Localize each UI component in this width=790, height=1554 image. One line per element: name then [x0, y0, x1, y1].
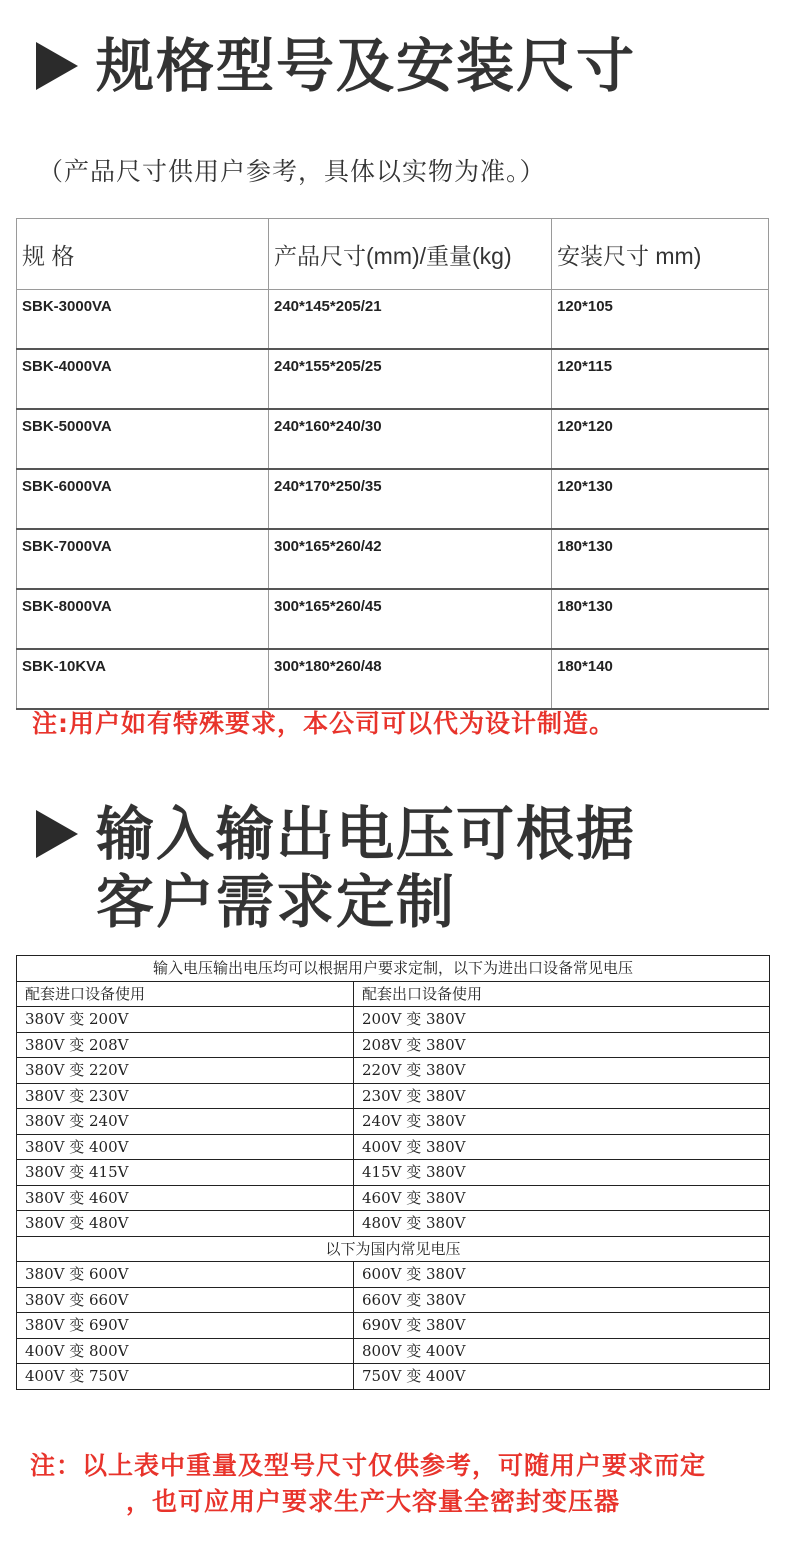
table-row	[17, 1364, 770, 1390]
voltage-table-caption: 输入电压输出电压均可以根据用户要求定制，以下为进出口设备常见电压	[17, 956, 770, 982]
table-header-row	[17, 219, 769, 290]
cell-install-size: 180*140	[552, 649, 769, 709]
cell-export: 800V 变 400V	[354, 1338, 770, 1364]
table-row	[17, 469, 769, 529]
cell-size-weight: 300*180*260/48	[269, 649, 552, 709]
cell-import: 380V 变 220V	[17, 1058, 354, 1084]
section-title: 规格型号及安装尺寸	[96, 32, 637, 100]
cell-import: 380V 变 208V	[17, 1032, 354, 1058]
table-row	[17, 1032, 770, 1058]
cell-import: 380V 变 200V	[17, 1007, 354, 1033]
section-heading-voltage	[36, 800, 636, 936]
cell-export: 600V 变 380V	[354, 1262, 770, 1288]
cell-install-size: 120*115	[552, 349, 769, 409]
table-row	[17, 529, 769, 589]
cell-export: 690V 变 380V	[354, 1313, 770, 1339]
cell-model: SBK-3000VA	[17, 290, 269, 350]
spec-table	[16, 218, 769, 710]
section-title-line2: 客户需求定制	[96, 868, 457, 936]
table-row	[17, 589, 769, 649]
cell-import: 380V 变 480V	[17, 1211, 354, 1237]
cell-model: SBK-7000VA	[17, 529, 269, 589]
cell-size-weight: 300*165*260/42	[269, 529, 552, 589]
cell-model: SBK-5000VA	[17, 409, 269, 469]
triangle-bullet-icon	[36, 810, 78, 858]
cell-import: 400V 变 800V	[17, 1338, 354, 1364]
reference-note-line2: ，也可应用户要求生产大容量全密封变压器	[126, 1487, 621, 1516]
cell-export: 460V 变 380V	[354, 1185, 770, 1211]
cell-size-weight: 300*165*260/45	[269, 589, 552, 649]
header-model: 规 格	[17, 219, 269, 290]
reference-note	[30, 1448, 770, 1520]
table-row	[17, 1007, 770, 1033]
header-install-size: 安装尺寸 mm)	[552, 219, 769, 290]
cell-export: 208V 变 380V	[354, 1032, 770, 1058]
table-row	[17, 1058, 770, 1084]
cell-export: 750V 变 400V	[354, 1364, 770, 1390]
cell-model: SBK-8000VA	[17, 589, 269, 649]
cell-import: 400V 变 750V	[17, 1364, 354, 1390]
cell-size-weight: 240*160*240/30	[269, 409, 552, 469]
header-export: 配套出口设备使用	[354, 981, 770, 1007]
cell-import: 380V 变 690V	[17, 1313, 354, 1339]
cell-install-size: 120*105	[552, 290, 769, 350]
table-row	[17, 1287, 770, 1313]
dimension-disclaimer: （产品尺寸供用户参考，具体以实物为准。）	[38, 157, 546, 186]
table-row	[17, 1083, 770, 1109]
cell-size-weight: 240*145*205/21	[269, 290, 552, 350]
header-size-weight: 产品尺寸(mm)/重量(kg)	[269, 219, 552, 290]
cell-export: 240V 变 380V	[354, 1109, 770, 1135]
cell-size-weight: 240*170*250/35	[269, 469, 552, 529]
table-row	[17, 409, 769, 469]
cell-model: SBK-4000VA	[17, 349, 269, 409]
voltage-table	[16, 955, 770, 1390]
cell-import: 380V 变 230V	[17, 1083, 354, 1109]
cell-import: 380V 变 240V	[17, 1109, 354, 1135]
cell-install-size: 180*130	[552, 529, 769, 589]
cell-install-size: 120*130	[552, 469, 769, 529]
table-row	[17, 349, 769, 409]
cell-install-size: 180*130	[552, 589, 769, 649]
table-row	[17, 1134, 770, 1160]
cell-size-weight: 240*155*205/25	[269, 349, 552, 409]
cell-export: 220V 变 380V	[354, 1058, 770, 1084]
cell-import: 380V 变 400V	[17, 1134, 354, 1160]
table-row	[17, 1313, 770, 1339]
table-row	[17, 1185, 770, 1211]
cell-import: 380V 变 600V	[17, 1262, 354, 1288]
cell-install-size: 120*120	[552, 409, 769, 469]
domestic-caption: 以下为国内常见电压	[17, 1236, 770, 1262]
cell-export: 200V 变 380V	[354, 1007, 770, 1033]
cell-export: 480V 变 380V	[354, 1211, 770, 1237]
header-import: 配套进口设备使用	[17, 981, 354, 1007]
reference-note-line1: 注：以上表中重量及型号尺寸仅供参考，可随用户要求而定	[30, 1451, 707, 1480]
cell-model: SBK-6000VA	[17, 469, 269, 529]
table-row	[17, 1109, 770, 1135]
table-row	[17, 1211, 770, 1237]
custom-design-note: 注:用户如有特殊要求，本公司可以代为设计制造。	[32, 709, 615, 738]
cell-import: 380V 变 415V	[17, 1160, 354, 1186]
table-row	[17, 1160, 770, 1186]
section-heading-specs	[36, 32, 636, 100]
triangle-bullet-icon	[36, 42, 78, 90]
table-row	[17, 649, 769, 709]
table-row	[17, 1262, 770, 1288]
cell-export: 660V 变 380V	[354, 1287, 770, 1313]
cell-export: 230V 变 380V	[354, 1083, 770, 1109]
cell-import: 380V 变 460V	[17, 1185, 354, 1211]
cell-export: 400V 变 380V	[354, 1134, 770, 1160]
cell-model: SBK-10KVA	[17, 649, 269, 709]
table-row	[17, 1338, 770, 1364]
section-title-line1: 输入输出电压可根据	[96, 800, 637, 868]
cell-export: 415V 变 380V	[354, 1160, 770, 1186]
cell-import: 380V 变 660V	[17, 1287, 354, 1313]
table-row	[17, 290, 769, 350]
